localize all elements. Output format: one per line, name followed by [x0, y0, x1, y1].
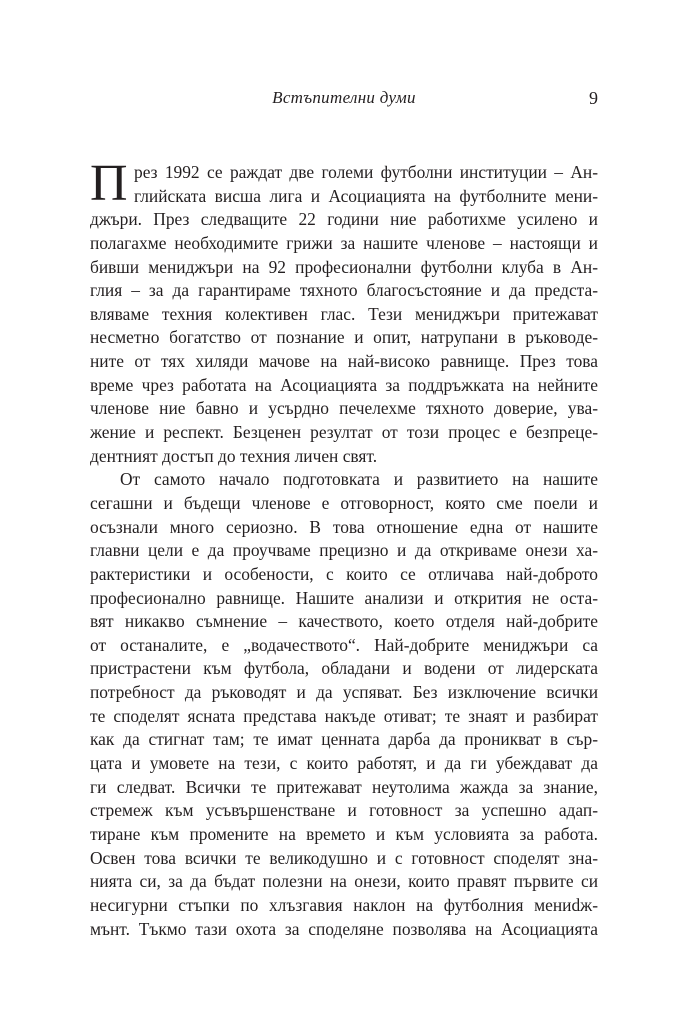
text-line: осъзнали много сериозно. В това отношение една от нашите [90, 516, 598, 537]
text-line: тиране към промените на времето и към условията за работа. [90, 823, 598, 844]
text-line: ги следват. Всички те притежават неутолима жажда за знание, [90, 776, 598, 797]
text-line: глия – за да гарантираме тяхното благосъстояние и да предста- [90, 280, 598, 301]
text-line: членове ние бавно и усърдно печелехме тяхното доверие, ува- [90, 398, 598, 419]
text-line: вляваме техния колективен глас. Тези мениджъри притежават [90, 303, 598, 324]
text-line: дентният достъп до техния личен свят. [90, 445, 378, 466]
text-line: професионално равнище. Нашите анализи и открития не оста- [90, 587, 598, 608]
drop-cap: П [90, 155, 128, 212]
text-line: бивши мениджъри на 92 професионални футболни клуба в Ан- [90, 256, 598, 277]
text-line: несигурни стъпки по хлъзгавия наклон на футболния мениdж- [90, 894, 598, 915]
text-line: главни цели е да проучваме прецизно и да откриваме онези ха- [90, 540, 598, 561]
running-title: Встъпителни думи [272, 88, 416, 107]
text-line: Освен това всички те великодушно и с готовност споделят зна- [90, 847, 598, 868]
text-line: как да стигнат там; те имат ценната дарба да проникват в сър- [90, 729, 598, 750]
text-line: стремеж към усъвършенстване и готовност за успешно адап- [90, 800, 598, 821]
paragraph-1 [90, 155, 598, 468]
text-line: полагахме необходимите грижи за нашите членове – настоящи и [90, 232, 598, 253]
text-line: несметно богатство от познание и опит, натрупани в ръководе- [90, 327, 598, 348]
running-head [90, 88, 598, 114]
paragraph-2 [90, 468, 598, 941]
text-line: От самото начало подготовката и развитието на нашите [120, 469, 598, 490]
text-line: джъри. През следващите 22 години ние работихме усилено и [90, 209, 598, 230]
text-line: глийската висша лига и Асоциацията на футболните мени- [134, 185, 598, 206]
text-line: пристрастени към футбола, обладани и водени от лидерската [90, 658, 598, 679]
text-line: рактеристики и особености, с които се отличава най-доброто [90, 563, 598, 584]
text-line: сегашни и бъдещи членове е отговорност, която сме поели и [90, 492, 598, 513]
text-line: време чрез работата на Асоциацията за поддръжката на нейните [90, 374, 598, 395]
text-line-content: рез 1992 се раждат две големи футболни институции – Ан- [134, 162, 598, 182]
text-line: те споделят ясната представа накъде отиват; те знаят и разбират [90, 705, 598, 726]
page-number: 9 [589, 88, 598, 108]
text-line: жение и респект. Безценен резултат от този процес е безпреце- [90, 422, 598, 443]
text-line: потребност да ръководят и да успяват. Без изключение всички [90, 682, 598, 703]
text-line: ните от тях хиляди мачове на най-високо равнище. През това [90, 351, 598, 372]
text-line: нията си, за да бъдат полезни на онези, които правят първите си [90, 871, 598, 892]
text-line: цата и умовете на тези, с които работят, и да ги убеждават да [90, 753, 598, 774]
body-text [90, 155, 598, 941]
text-line: от останалите, е „водачеството“. Най-добрите мениджъри са [90, 634, 598, 655]
text-line: вят никакво съмнение – качеството, което отделя най-добрите [90, 611, 598, 632]
text-line: мънт. Тъкмо тази охота за споделяне позволява на Асоциацията [90, 918, 598, 939]
